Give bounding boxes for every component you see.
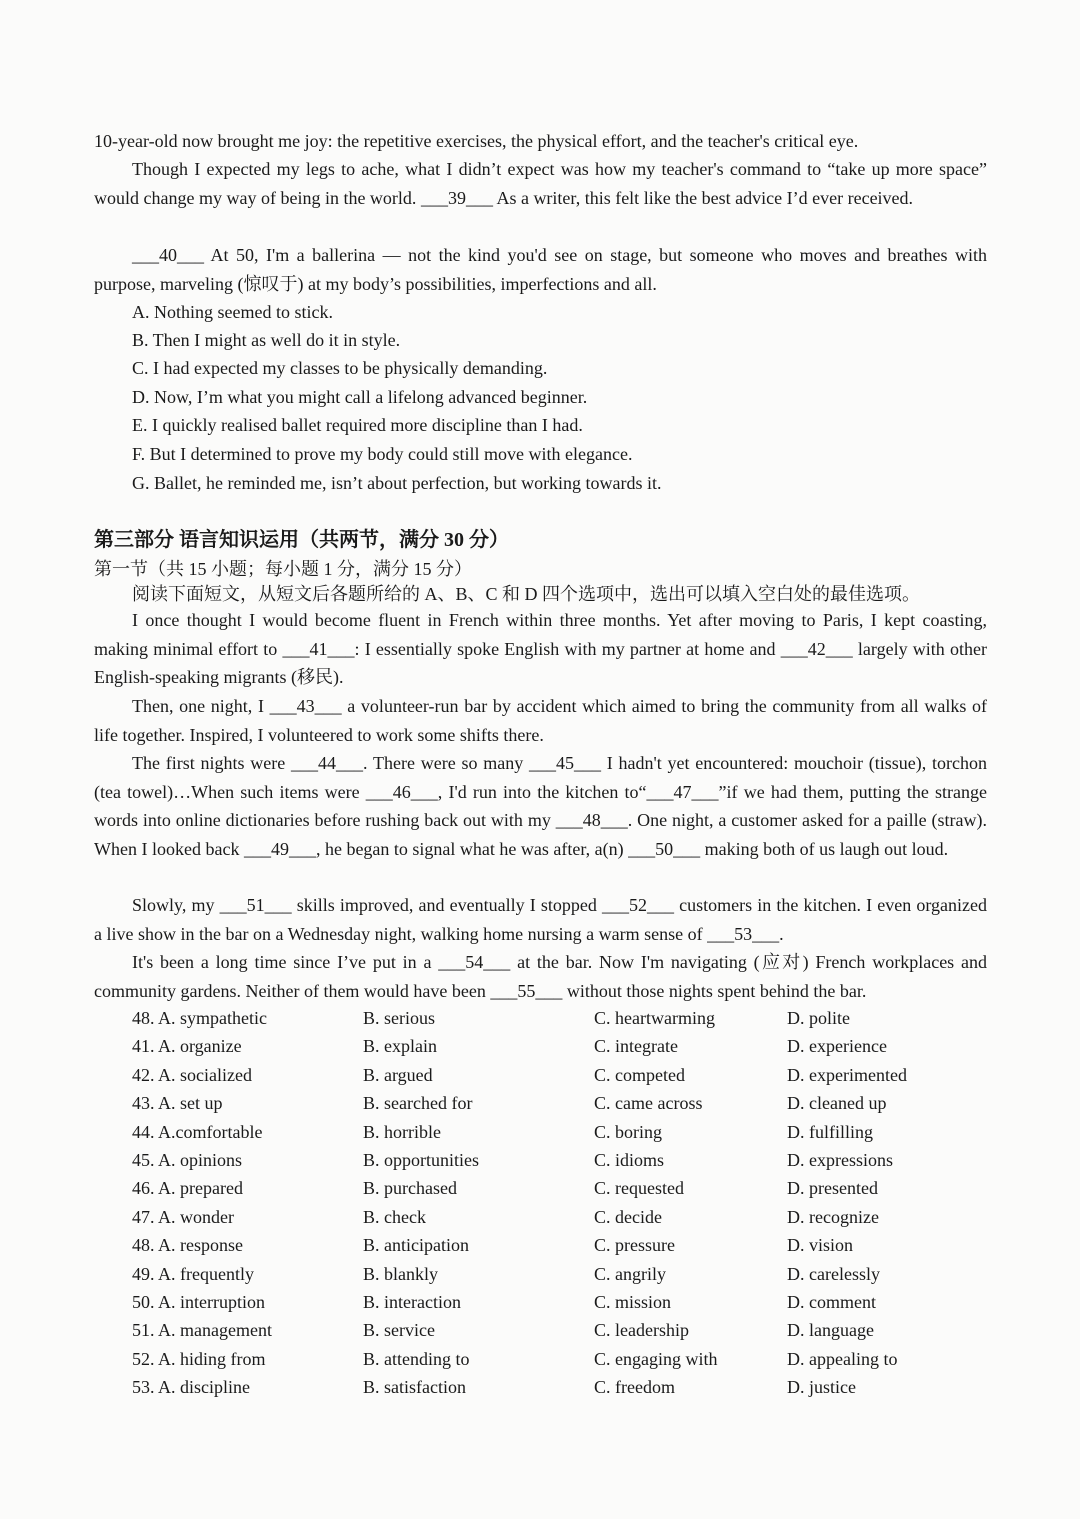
- cloze-paragraph-1: [94, 606, 987, 692]
- text: skills improved, and eventually I stopped: [291, 895, 602, 915]
- reading-paragraph-1: 10-year-old now brought me joy: the repetitive exercises, the physical effort, and the teacher's critical eye.: [94, 131, 859, 151]
- choice-c: C. engaging with: [594, 1348, 718, 1369]
- text: ”if we had them, putting the strange words into online dictionaries before rushing back out with my: [94, 781, 987, 831]
- section-heading: 第三部分 语言知识运用（共两节，满分 30 分）: [94, 529, 509, 551]
- blank-40: ___40___: [132, 245, 204, 265]
- choice-d: D. language: [787, 1320, 874, 1341]
- choice-c: C. leadership: [594, 1320, 689, 1341]
- choice-b: B. blankly: [363, 1263, 438, 1284]
- choice-b: B. horrible: [363, 1121, 441, 1142]
- blank-52: ___52___: [602, 895, 674, 915]
- choice-row: [132, 1203, 992, 1231]
- choice-a: 41. A. organize: [132, 1036, 242, 1057]
- choice-d: D. expressions: [787, 1149, 893, 1170]
- choice-row: [132, 1174, 992, 1202]
- choice-c: C. pressure: [594, 1235, 675, 1256]
- option-c: C. I had expected my classes to be physically demanding.: [132, 358, 548, 378]
- text: at the bar. Now I'm navigating (应对) French workplaces and community gardens. Neither of them would have been: [94, 952, 987, 1001]
- choice-b: B. anticipation: [363, 1235, 469, 1256]
- blank-45: ___45___: [528, 753, 601, 773]
- choice-a: 42. A. socialized: [132, 1064, 252, 1085]
- option-e: E. I quickly realised ballet required more discipline than I had.: [132, 415, 583, 435]
- choice-c: C. decide: [594, 1206, 662, 1227]
- choice-a: 47. A. wonder: [132, 1206, 234, 1227]
- choice-c: C. angrily: [594, 1263, 666, 1284]
- choice-c: C. mission: [594, 1291, 672, 1312]
- text: , I'd run into the kitchen to“: [437, 781, 647, 802]
- option-g: G. Ballet, he reminded me, isn’t about perfection, but working towards it.: [132, 473, 662, 493]
- text: . There were so many: [363, 753, 529, 773]
- blank-42: ___42___: [780, 638, 853, 659]
- section-instruction: 阅读下面短文，从短文后各题所给的 A、B、C 和 D 四个选项中，选出可以填入空白处的最佳选项。: [132, 584, 921, 604]
- text: without those nights spent behind the bar.: [562, 980, 867, 1001]
- choice-d: D. fulfilling: [787, 1121, 873, 1142]
- choice-a: 46. A. prepared: [132, 1178, 243, 1199]
- text: : I essentially spoke English with my partner at home and: [354, 638, 781, 659]
- choice-row: [132, 1316, 992, 1344]
- blank-53: ___53___: [707, 923, 780, 944]
- choice-table: [132, 1004, 992, 1401]
- choice-c: C. integrate: [594, 1036, 678, 1057]
- choice-a: 48. A. response: [132, 1235, 243, 1256]
- text: The first nights were: [132, 753, 292, 773]
- choice-a: 50. A. interruption: [132, 1291, 265, 1312]
- text: Though I expected my legs to ache, what I didn’t expect was how my teacher's command to “take up more space” would change my way of being in the world.: [94, 159, 987, 208]
- choice-d: D. presented: [787, 1178, 878, 1199]
- text: . One night, a customer asked for a paille (straw). When I looked back: [94, 810, 987, 859]
- choice-b: B. check: [363, 1206, 426, 1227]
- text: As a writer, this felt like the best advice I’d ever received.: [492, 187, 914, 208]
- choice-a: 49. A. frequently: [132, 1263, 254, 1284]
- choice-b: B. purchased: [363, 1178, 457, 1199]
- choice-b: B. serious: [363, 1008, 435, 1028]
- text: At 50, I'm a ballerina — not the kind you'd see on stage, but someone who moves and breathes with purpose, marveling (惊叹于) at my body’s possibilities, imperfections and all.: [94, 245, 987, 294]
- option-f: F. But I determined to prove my body could still move with elegance.: [132, 444, 633, 464]
- choice-b: B. opportunities: [363, 1149, 479, 1170]
- choice-row: [132, 1004, 992, 1032]
- blank-49: ___49___: [243, 838, 316, 859]
- choice-d: D. recognize: [787, 1206, 879, 1227]
- choice-a: 53. A. discipline: [132, 1377, 250, 1398]
- text: Slowly, my: [132, 895, 220, 915]
- choice-row: [132, 1288, 992, 1316]
- choice-row: [132, 1061, 992, 1089]
- blank-50: ___50___: [628, 838, 701, 859]
- choice-row: [132, 1260, 992, 1288]
- choice-d: D. polite: [787, 1008, 850, 1028]
- choice-row: [132, 1089, 992, 1117]
- choice-b: B. searched for: [363, 1093, 473, 1114]
- reading-paragraph-3: [94, 241, 987, 298]
- choice-d: D. appealing to: [787, 1348, 898, 1369]
- choice-c: C. idioms: [594, 1149, 665, 1170]
- text: making both of us laugh out loud.: [700, 838, 949, 859]
- cloze-paragraph-5: [94, 948, 987, 1005]
- choice-b: B. interaction: [363, 1291, 461, 1312]
- choice-c: C. requested: [594, 1178, 684, 1199]
- blank-41: ___41___: [282, 638, 355, 659]
- text: largely with other English-speaking migrants (移民).: [94, 638, 987, 688]
- choice-a: 51. A. management: [132, 1320, 272, 1341]
- blank-51: ___51___: [219, 895, 292, 915]
- text: , he began to signal what he was after, a(n): [315, 838, 629, 859]
- cloze-paragraph-2: [94, 692, 987, 749]
- choice-a: 48. A. sympathetic: [132, 1008, 267, 1028]
- choice-a: 43. A. set up: [132, 1093, 223, 1114]
- choice-b: B. satisfaction: [363, 1377, 466, 1398]
- choice-c: C. came across: [594, 1093, 703, 1114]
- text: It's been a long time since I’ve put in a: [132, 952, 439, 972]
- blank-48: ___48___: [555, 810, 628, 831]
- blank-44: ___44___: [291, 753, 364, 773]
- choice-b: B. attending to: [363, 1348, 470, 1369]
- choice-b: B. service: [363, 1320, 435, 1341]
- choice-c: C. competed: [594, 1064, 685, 1085]
- choice-row: [132, 1032, 992, 1060]
- blank-55: ___55___: [490, 980, 563, 1001]
- choice-b: B. explain: [363, 1036, 437, 1057]
- blank-54: ___54___: [438, 952, 511, 972]
- choice-c: C. heartwarming: [594, 1008, 715, 1028]
- choice-row: [132, 1146, 992, 1174]
- choice-row: [132, 1118, 992, 1146]
- choice-c: C. boring: [594, 1121, 663, 1142]
- text: Then, one night, I: [132, 696, 270, 716]
- choice-a: 45. A. opinions: [132, 1149, 243, 1170]
- choice-d: D. experience: [787, 1036, 887, 1057]
- text: customers in the kitchen. I even organized a live show in the bar on a Wednesday night, walking home nursing a warm sense of: [94, 895, 987, 944]
- blank-46: ___46___: [365, 781, 438, 802]
- choice-row: [132, 1373, 992, 1401]
- text: I hadn't yet encountered: mouchoir (tissue), torchon (tea towel)…When such items were: [94, 753, 987, 802]
- cloze-paragraph-4: [94, 891, 987, 948]
- option-a: A. Nothing seemed to stick.: [132, 302, 333, 322]
- blank-47: ___47___: [646, 781, 719, 802]
- reading-paragraph-2: [94, 155, 987, 212]
- option-d: D. Now, I’m what you might call a lifelong advanced beginner.: [132, 387, 588, 407]
- choice-c: C. freedom: [594, 1377, 675, 1398]
- choice-d: D. experimented: [787, 1064, 907, 1085]
- text: a volunteer-run bar by accident which aimed to bring the community from all walks of life together. Inspired, I volunteered to work some shifts there.: [94, 696, 987, 745]
- choice-d: D. justice: [787, 1377, 856, 1398]
- choice-row: [132, 1231, 992, 1259]
- blank-43: ___43___: [269, 696, 342, 716]
- blank-39: ___39___: [420, 187, 493, 208]
- choice-row: [132, 1345, 992, 1373]
- choice-d: D. comment: [787, 1291, 876, 1312]
- choice-a: 44. A.comfortable: [132, 1121, 263, 1142]
- option-b: B. Then I might as well do it in style.: [132, 330, 401, 350]
- choice-d: D. vision: [787, 1235, 854, 1256]
- section-subheading: 第一节（共 15 小题；每小题 1 分，满分 15 分）: [94, 559, 472, 579]
- choice-a: 52. A. hiding from: [132, 1348, 266, 1369]
- choice-b: B. argued: [363, 1064, 433, 1085]
- choice-d: D. cleaned up: [787, 1093, 887, 1114]
- cloze-paragraph-3: [94, 749, 987, 863]
- text: I once thought I would become fluent in French within three months. Yet after moving to Paris, I kept coasting, making minimal effort to: [94, 610, 987, 659]
- text: .: [779, 923, 784, 944]
- choice-d: D. carelessly: [787, 1263, 880, 1284]
